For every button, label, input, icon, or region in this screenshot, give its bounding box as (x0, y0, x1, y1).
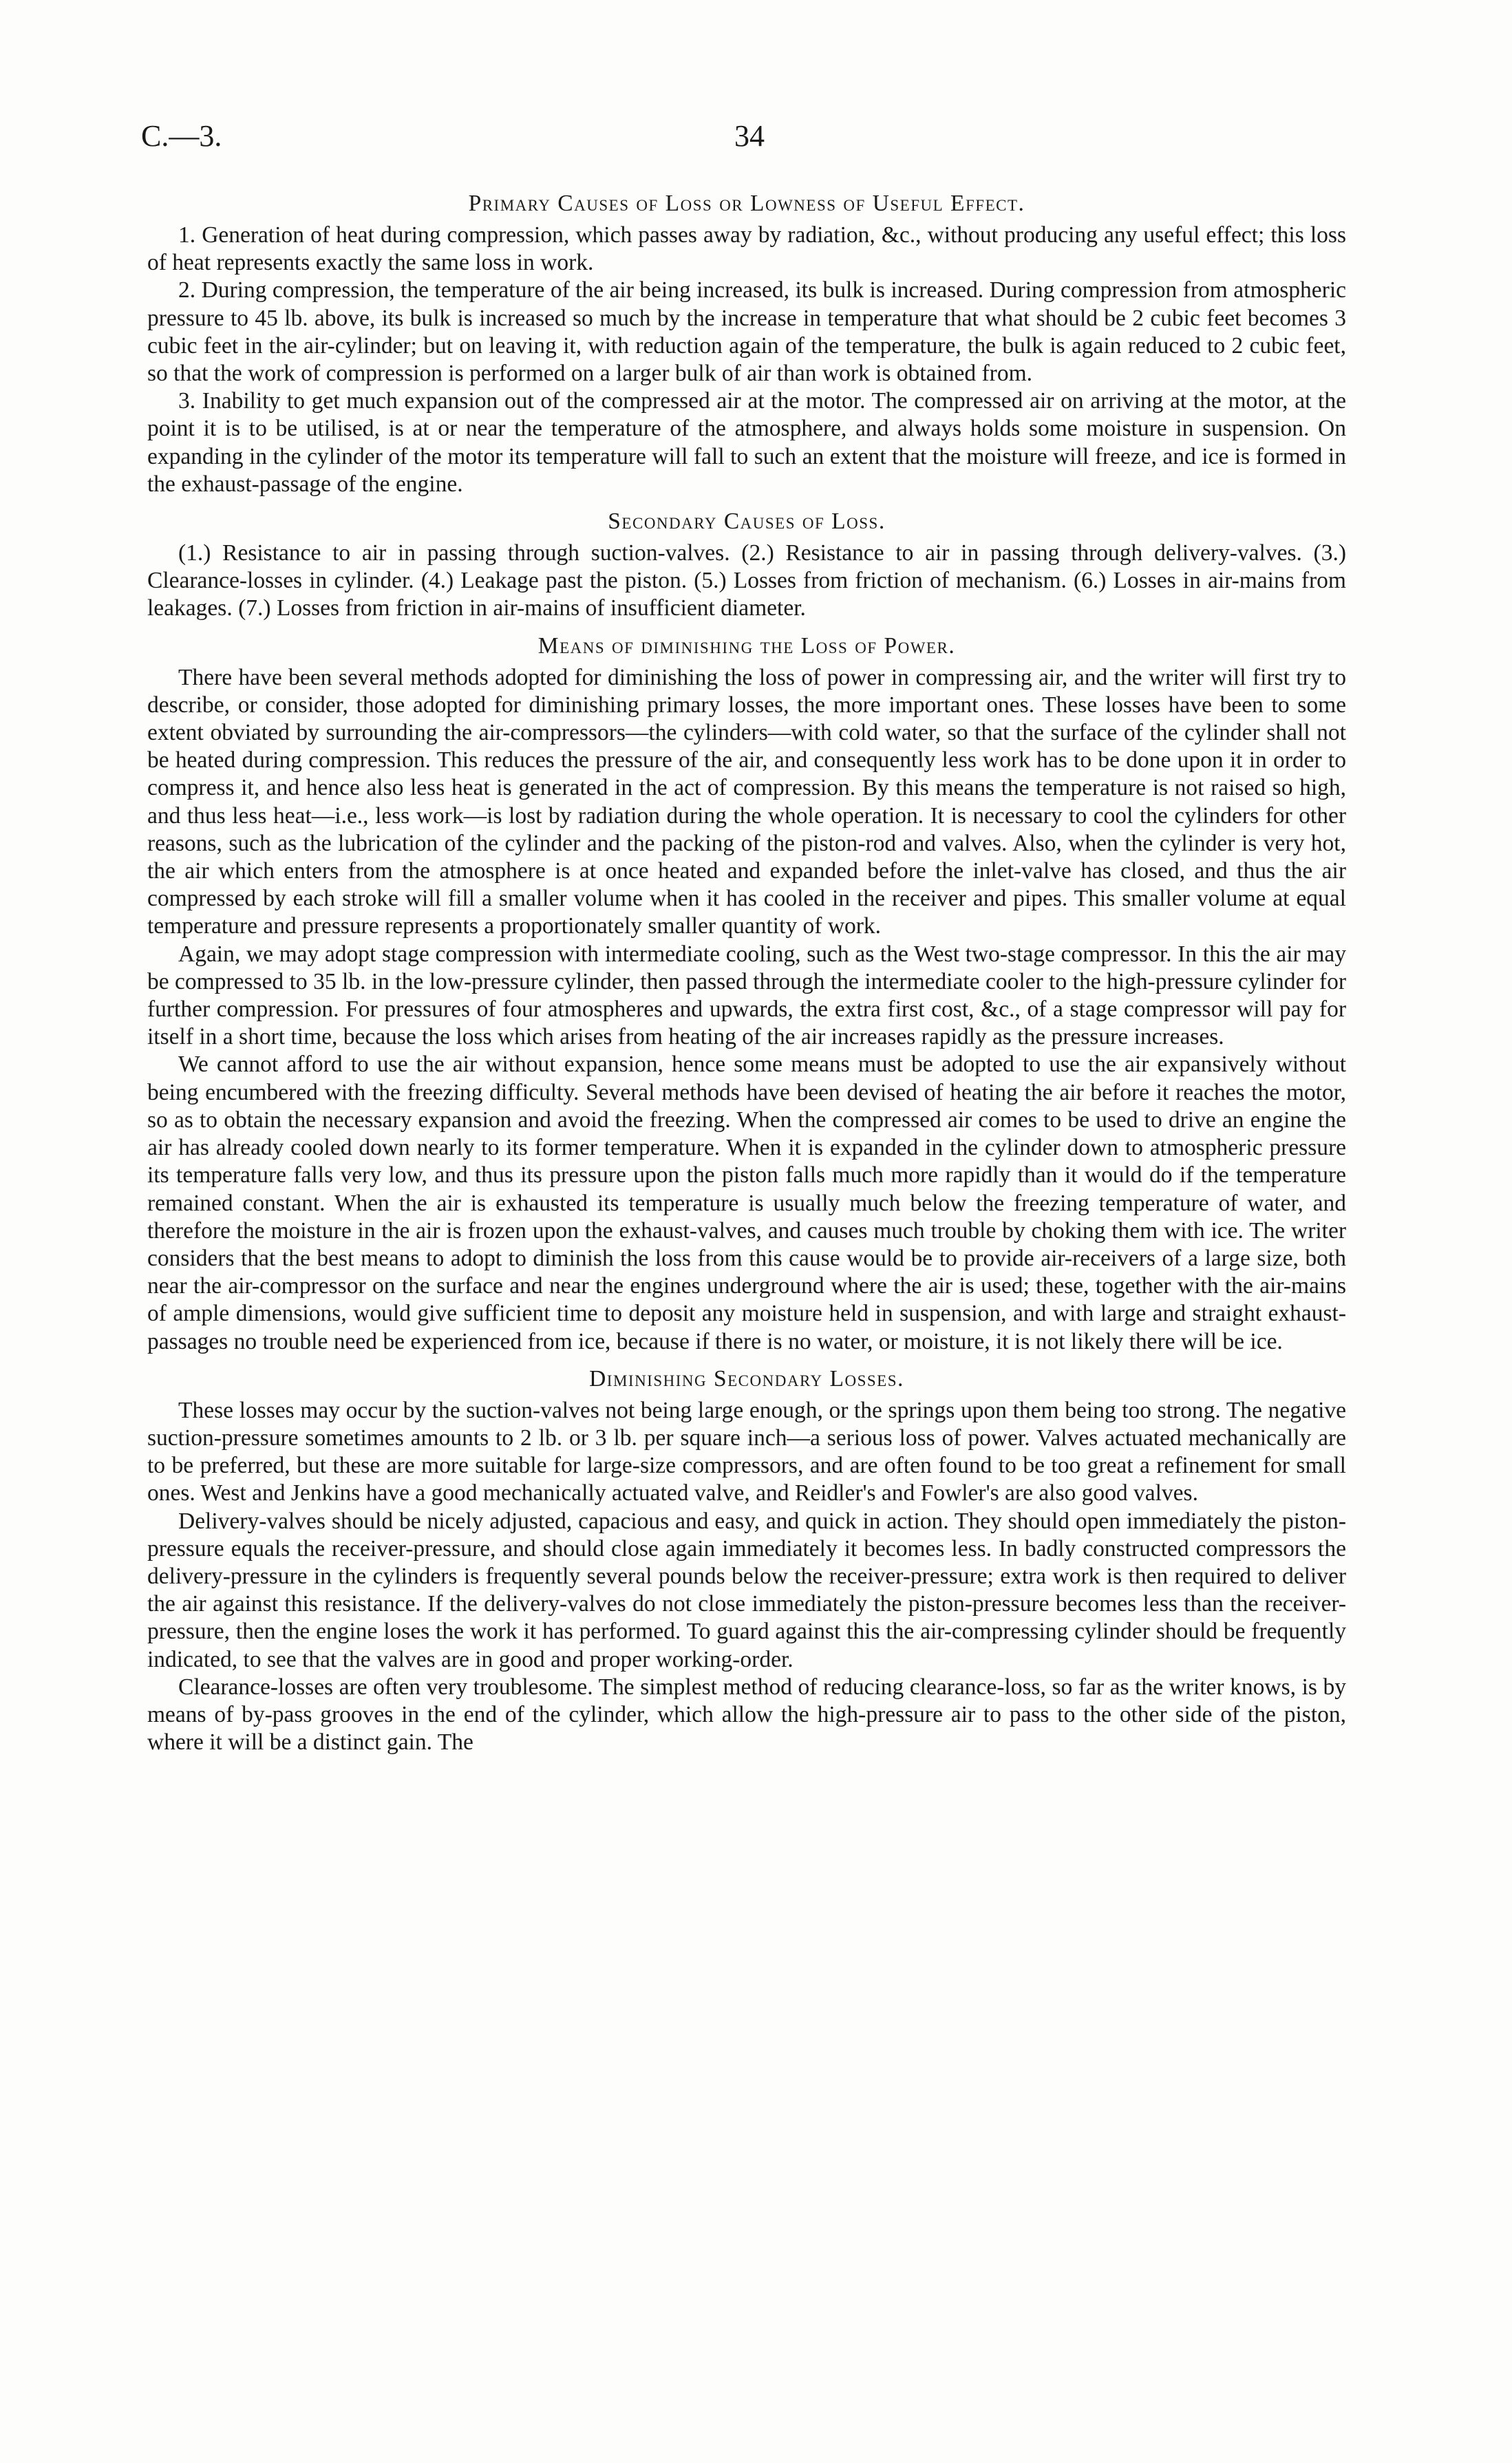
paragraph: Clearance-losses are often very troublesome. The simplest method of reducing clearance-loss, so far as the writer knows, is by means of by-pass grooves in the end of the cylinder, which allow the high-pressure air to pass to the other side of the piston, where it will be a distinct gain. The (147, 1674, 1346, 1756)
paragraph: 3. Inability to get much expansion out of the compressed air at the motor. The compressed air on arriving at the motor, at the point it is to be utilised, is at or near the temperature of the atmosphere, and always holds some moisture in suspension. On expanding in the cylinder of the motor its temperature will fall to such an extent that the moisture will freeze, and ice is formed in the exhaust-passage of the engine. (147, 388, 1346, 497)
paragraph: Again, we may adopt stage compression with intermediate cooling, such as the West two-stage compressor. In this the air may be compressed to 35 lb. in the low-pressure cylinder, then passed through the intermediate cooler to the high-pressure cylinder for further compression. For pressures of four atmospheres and upwards, the extra first cost, &c., of a stage compressor will pay for itself in a short time, because the loss which arises from heating of the air increases rapidly as the pressure increases. (147, 941, 1346, 1050)
section-heading-means-of-diminishing: Means of diminishing the Loss of Power. (537, 632, 956, 659)
document-reference: C.—3. (141, 119, 222, 153)
section-heading-primary-causes: Primary Causes of Loss or Lowness of Useful Effect. (468, 191, 1025, 216)
page-number: 34 (734, 119, 765, 153)
paragraph: We cannot afford to use the air without expansion, hence some means must be adopted to use the air expansively without being encumbered with the freezing difficulty. Several methods have been devised of heating the air before it reaches the motor, so as to obtain the necessary expansion and avoid the freezing. When the compressed air comes to be used to drive an engine the air has already cooled down nearly to its former temperature. When it is expanded in the cylinder down to atmospheric pressure its temperature falls very low, and thus its pressure upon the piston falls much more rapidly than it would do if the temperature remained constant. When the air is exhausted its temperature is usually much below the freezing temperature of water, and therefore the moisture in the air is frozen upon the exhaust-valves, and causes much trouble by choking them with ice. The writer considers that the best means to adopt to diminish the loss from this cause would be to provide air-receivers of a large size, both near the air-compressor on the surface and near the engines underground where the air is used; these, together with the air-mains of ample dimensions, would give sufficient time to deposit any moisture held in suspension, and with large and straight exhaust-passages no trouble need be experienced from ice, because if there is no water, or moisture, it is not likely there will be ice. (147, 1052, 1346, 1354)
section-heading-secondary-causes: Secondary Causes of Loss. (608, 509, 886, 535)
page-body (147, 190, 1346, 1756)
paragraph: 2. During compression, the temperature of the air being increased, its bulk is increased. During compression from atmospheric pressure to 45 lb. above, its bulk is increased so much by the increase in temperature that what should be 2 cubic feet becomes 3 cubic feet in the air-cylinder; but on leaving it, with reduction again of the temperature, the bulk is again reduced to 2 cubic feet, so that the work of compression is performed on a larger bulk of air than work is obtained from. (147, 277, 1346, 387)
paragraph: 1. Generation of heat during compression, which passes away by radiation, &c., without producing any useful effect; this loss of heat represents exactly the same loss in work. (147, 222, 1346, 276)
paragraph: (1.) Resistance to air in passing through suction-valves. (2.) Resistance to air in passing through delivery-valves. (3.) Clearance-losses in cylinder. (4.) Leakage past the piston. (5.) Losses from friction of mechanism. (6.) Losses in air-mains from leakages. (7.) Losses from friction in air-mains of insufficient diameter. (147, 540, 1346, 621)
paragraph: These losses may occur by the suction-valves not being large enough, or the springs upon them being too strong. The negative suction-pressure sometimes amounts to 2 lb. or 3 lb. per square inch—a serious loss of power. Valves actuated mechanically are to be preferred, but these are more suitable for large-size compressors, and are often found to be too great a refinement for small ones. West and Jenkins have a good mechanically actuated valve, and Reidler's and Fowler's are also good valves. (147, 1397, 1346, 1506)
page-header (141, 118, 1345, 160)
paragraph: There have been several methods adopted for diminishing the loss of power in compressing air, and the writer will first try to describe, or consider, those adopted for diminishing primary losses, the more important ones. These losses have been to some extent obviated by surrounding the air-compressors—the cylinders—with cold water, so that the surface of the cylinder shall not be heated during compression. This reduces the pressure of the air, and consequently less work has to be done upon it in order to compress it, and hence also less heat is generated in the act of compression. By this means the temperature is not raised so high, and thus less heat—i.e., less work—is lost by radiation during the whole operation. It is necessary to cool the cylinders for other reasons, such as the lubrication of the cylinder and the packing of the piston-rod and valves. Also, when the cylinder is very hot, the air which enters from the atmosphere is at once heated and expanded before the inlet-valve has closed, and thus the air compressed by each stroke will fill a smaller volume when it has cooled in the receiver and pipes. This smaller volume at equal temperature and pressure represents a proportionately smaller quantity of work. (147, 664, 1346, 939)
section-heading-diminishing-secondary: Diminishing Secondary Losses. (589, 1365, 904, 1392)
paragraph: Delivery-valves should be nicely adjusted, capacious and easy, and quick in action. They should open immediately the piston-pressure equals the receiver-pressure, and should close again immediately it becomes less. In badly constructed compressors the delivery-pressure in the cylinders is frequently several pounds below the receiver-pressure; extra work is then required to deliver the air against this resistance. If the delivery-valves do not close immediately the piston-pressure becomes less than the receiver-pressure, then the engine loses the work it has performed. To guard against this the air-compressing cylinder should be frequently indicated, to see that the valves are in good and proper working-order. (147, 1508, 1346, 1672)
